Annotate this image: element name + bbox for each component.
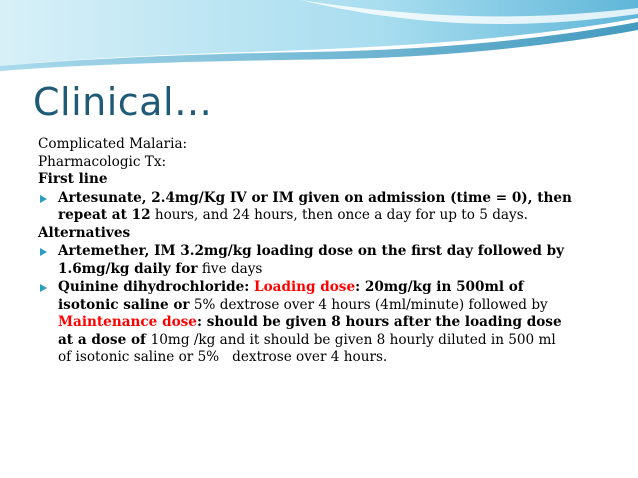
quinine-line-2: isotonic saline or 5% dextrose over 4 hours (4ml/minute) followed by	[58, 296, 548, 313]
list-item-artemether	[38, 243, 618, 278]
header-wave-decoration	[0, 0, 638, 80]
list-item-quinine	[38, 279, 618, 367]
artemether-line-1: Artemether, IM 3.2mg/kg loading dose on the first day followed by	[58, 243, 565, 259]
bullet-arrow-icon	[40, 195, 47, 203]
heading-alternatives: Alternatives	[38, 224, 131, 241]
bullet-arrow-icon	[40, 248, 47, 256]
quinine-line-4: at a dose of 10mg /kg and it should be given 8 hourly diluted in 500 ml	[58, 331, 556, 348]
slide-title: Clinical…	[33, 80, 213, 124]
heading-first-line: First line	[38, 171, 108, 187]
text-complicated-malaria: Complicated Malaria:	[38, 136, 188, 152]
artemether-line-2: 1.6mg/kg daily for five days	[58, 260, 263, 277]
slide-body	[38, 136, 618, 367]
quinine-line-1: Quinine dihydrochloride: Loading dose: 20mg/kg in 500ml of	[58, 279, 524, 295]
list-item-artesunate	[38, 190, 618, 225]
bullet-arrow-icon	[40, 284, 47, 292]
quinine-line-3: Maintenance dose: should be given 8 hours after the loading dose	[58, 314, 562, 330]
quinine-line-5: of isotonic saline or 5% dextrose over 4 hours.	[58, 349, 388, 365]
text-pharmacologic-tx: Pharmacologic Tx:	[38, 153, 167, 170]
artesunate-line-2: repeat at 12 hours, and 24 hours, then once a day for up to 5 days.	[58, 207, 528, 223]
artesunate-line-1: Artesunate, 2.4mg/Kg IV or IM given on admission (time = 0), then	[58, 189, 572, 206]
